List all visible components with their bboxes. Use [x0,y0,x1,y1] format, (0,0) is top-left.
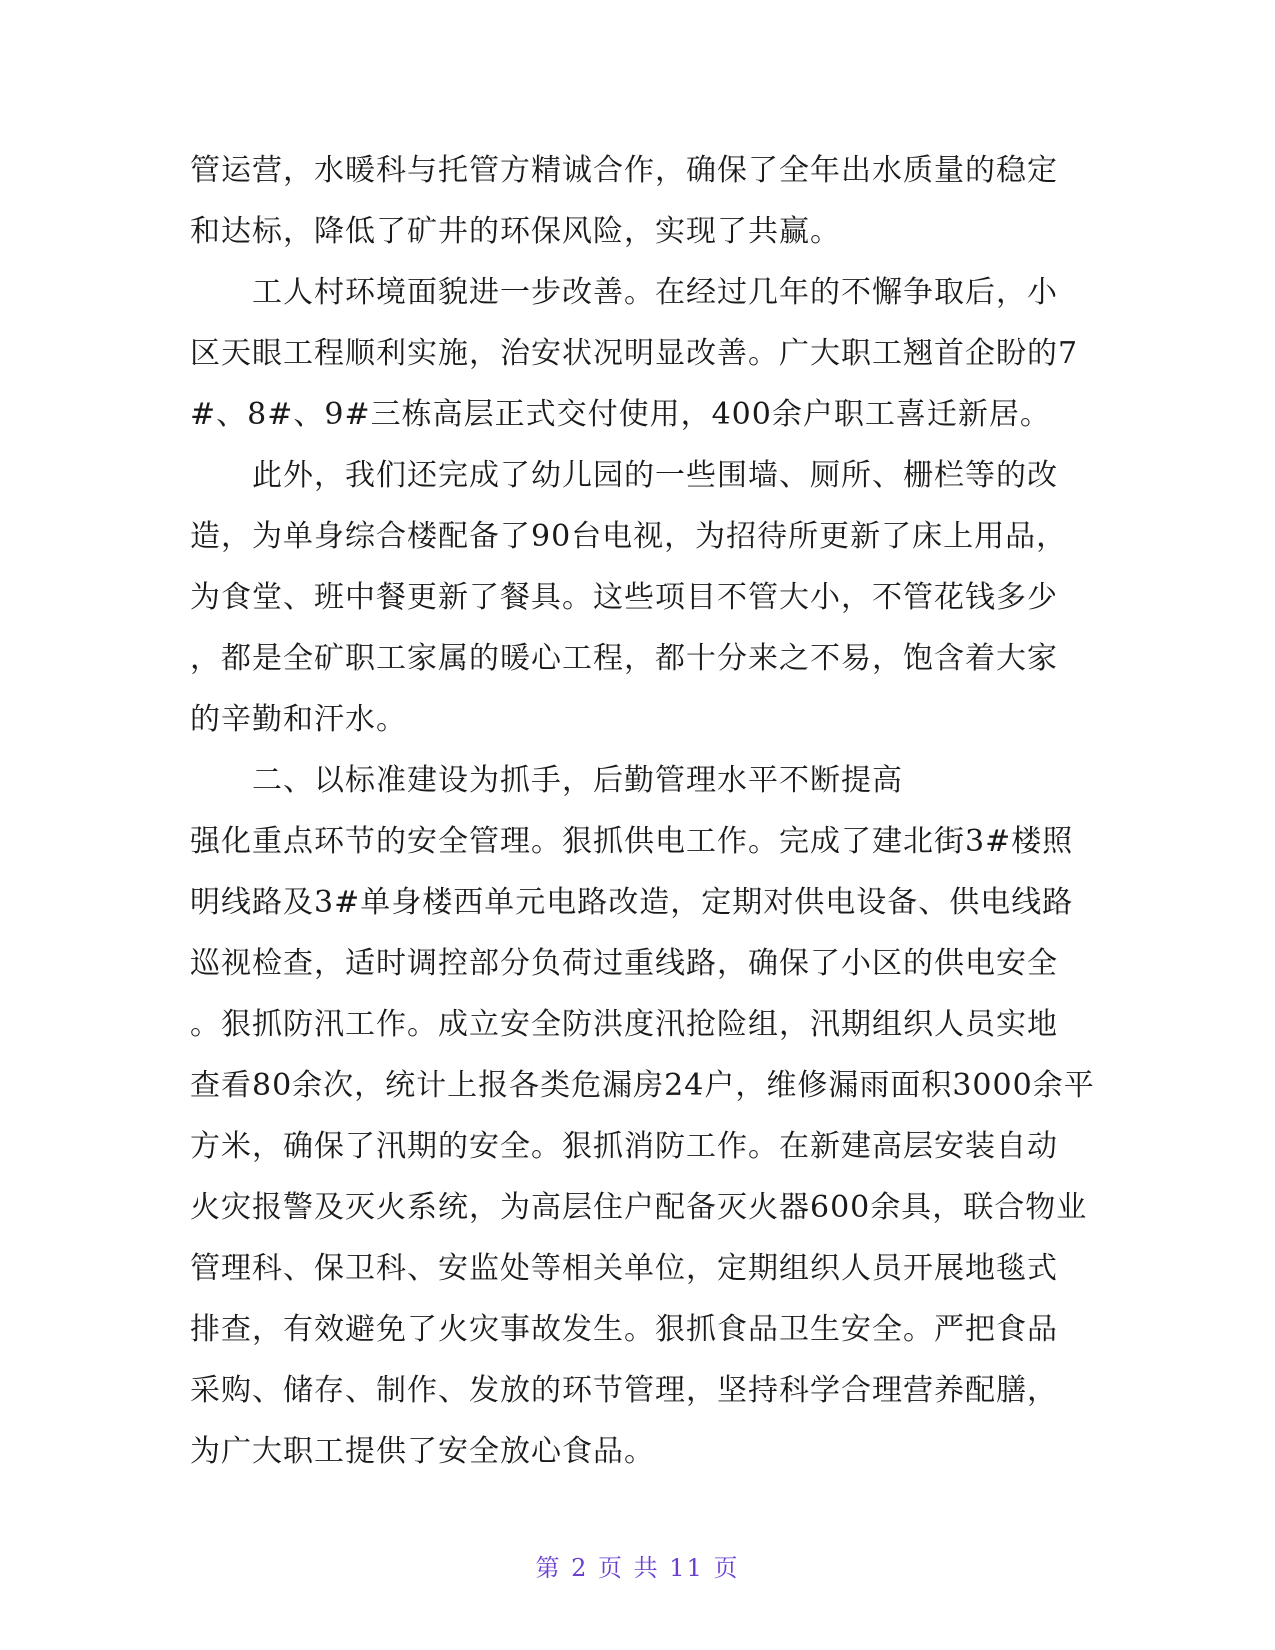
text-line: ，都是全矿职工家属的暖心工程，都十分来之不易，饱含着大家 [190,641,1058,676]
text-line: #、8#、9#三栋高层正式交付使用，400余户职工喜迁新居。 [190,397,1051,432]
page-number-footer: 第 2 页 共 11 页 [535,1554,740,1582]
document-body [190,140,1095,1482]
text-line: 为食堂、班中餐更新了餐具。这些项目不管大小，不管花钱多少 [190,580,1058,615]
text-line: 。狠抓防汛工作。成立安全防洪度汛抢险组，汛期组织人员实地 [190,1007,1058,1042]
text-line: 管运营，水暖科与托管方精诚合作，确保了全年出水质量的稳定 [190,153,1058,188]
text-line: 造，为单身综合楼配备了90台电视，为招待所更新了床上用品， [190,519,1068,554]
text-line: 明线路及3#单身楼西单元电路改造，定期对供电设备、供电线路 [190,885,1074,920]
paragraph-start-line: 此外，我们还完成了幼儿园的一些围墙、厕所、栅栏等的改 [252,458,1058,493]
text-line: 巡视检查，适时调控部分负荷过重线路，确保了小区的供电安全 [190,946,1058,981]
text-line: 区天眼工程顺利实施，治安状况明显改善。广大职工翘首企盼的7 [190,336,1079,371]
text-line: 为广大职工提供了安全放心食品。 [190,1434,655,1469]
text-line: 采购、储存、制作、发放的环节管理，坚持科学合理营养配膳， [190,1373,1058,1408]
text-line: 强化重点环节的安全管理。狠抓供电工作。完成了建北街3#楼照 [190,824,1074,859]
paragraph-start-line: 工人村环境面貌进一步改善。在经过几年的不懈争取后，小 [252,275,1058,310]
section-heading: 二、以标准建设为抓手，后勤管理水平不断提高 [252,763,903,798]
text-line: 查看80余次，统计上报各类危漏房24户，维修漏雨面积3000余平 [190,1068,1095,1103]
text-line: 排查，有效避免了火灾事故发生。狠抓食品卫生安全。严把食品 [190,1312,1058,1347]
text-line: 方米，确保了汛期的安全。狠抓消防工作。在新建高层安装自动 [190,1129,1058,1164]
text-line: 和达标，降低了矿井的环保风险，实现了共赢。 [190,214,841,249]
text-line: 管理科、保卫科、安监处等相关单位，定期组织人员开展地毯式 [190,1251,1058,1286]
text-line: 的辛勤和汗水。 [190,702,407,737]
text-line: 火灾报警及灭火系统，为高层住户配备灭火器600余具，联合物业 [190,1190,1088,1225]
